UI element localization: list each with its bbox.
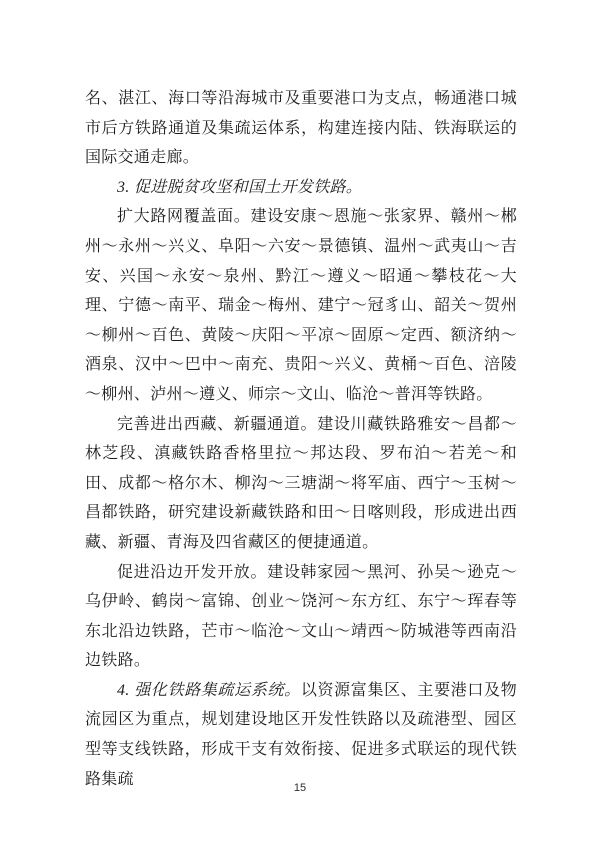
section-4-body-text: 以资源富集区、主要港口及物流园区为重点，规划建设地区开发性铁路以及疏港型、园区型等支线铁路，形成干支有效衔接、促进多式联运的现代铁路集疏 — [85, 681, 518, 788]
paragraph-section-4 — [85, 676, 517, 794]
paragraph-tibet-xinjiang: 完善进出西藏、新疆通道。建设川藏铁路雅安～昌都～林芝段、滇藏铁路香格里拉～邦达段、罗布泊～若羌～和田、成都～格尔木、柳沟～三塘湖～将军庙、西宁～玉树～昌都铁路，研究建设新藏铁路和田～日喀则段，形成进出西藏、新疆、青海及四省藏区的便捷通道。 — [85, 415, 517, 551]
section-heading-3: 3. 促进脱贫攻坚和国土开发铁路。 — [117, 178, 363, 196]
section-heading-4: 4. 强化铁路集疏运系统。 — [117, 681, 301, 699]
page-content — [85, 84, 517, 794]
page-number: 15 — [293, 782, 307, 794]
paragraph-network-coverage: 扩大路网覆盖面。建设安康～恩施～张家界、赣州～郴州～永州～兴义、阜阳～六安～景德镇、温州～武夷山～吉安、兴国～永安～泉州、黔江～遵义～昭通～攀枝花～大理、宁德～南平、瑞金～梅州、建宁～冠豸山、韶关～贺州～柳州～百色、黄陵～庆阳～平凉～固原～定西、额济纳～酒泉、汉中～巴中～南充、贵阳～兴义、黄桶～百色、涪陵～柳州、泸州～遵义、师宗～文山、临沧～普洱等铁路。 — [85, 208, 517, 403]
paragraph-border-development: 促进沿边开发开放。建设韩家园～黑河、孙吴～逊克～乌伊岭、鹤岗～富锦、创业～饶河～东方红、东宁～珲春等东北沿边铁路，芒市～临沧～文山～靖西～防城港等西南沿边铁路。 — [85, 563, 517, 670]
paragraph-continued: 名、湛江、海口等沿海城市及重要港口为支点，畅通港口城市后方铁路通道及集疏运体系，构建连接内陆、铁海联运的国际交通走廊。 — [85, 90, 517, 167]
